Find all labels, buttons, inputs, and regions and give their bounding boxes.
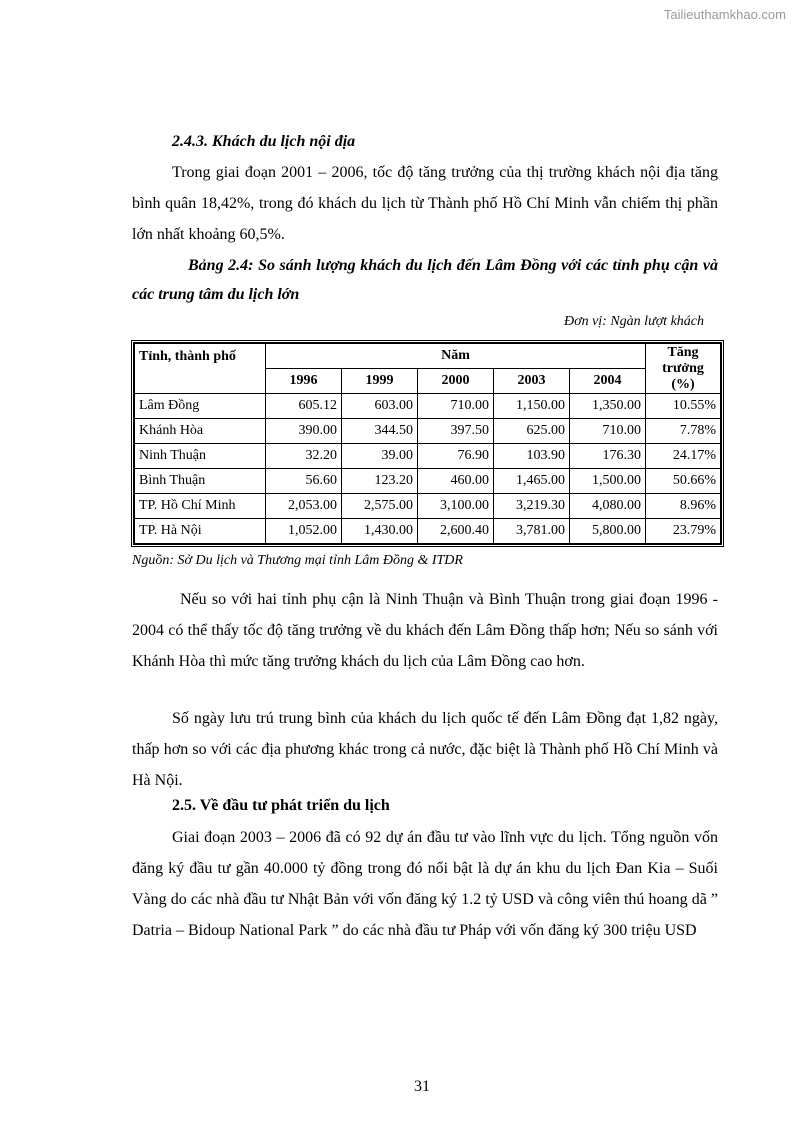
value-cell: 710.00 xyxy=(418,394,494,419)
province-cell: TP. Hà Nội xyxy=(135,519,266,544)
watermark: Tailieuthamkhao.com xyxy=(663,7,786,22)
section-heading-2-4-3: 2.4.3. Khách du lịch nội địa xyxy=(172,133,356,150)
growth-cell: 8.96% xyxy=(646,494,721,519)
table-row xyxy=(135,419,721,444)
value-cell: 1,052.00 xyxy=(266,519,342,544)
growth-cell: 23.79% xyxy=(646,519,721,544)
value-cell: 56.60 xyxy=(266,469,342,494)
value-cell: 1,500.00 xyxy=(570,469,646,494)
value-cell: 103.90 xyxy=(494,444,570,469)
paragraph-domestic-tourists: Trong giai đoạn 2001 – 2006, tốc độ tăng trưởng của thị trường khách nội địa tăng bình quân 18,42%, trong đó khách du lịch từ Thành phố Hồ Chí Minh vẫn chiếm thị phần lớn nhất khoảng 60,5%. xyxy=(132,164,718,243)
value-cell: 76.90 xyxy=(418,444,494,469)
value-cell: 625.00 xyxy=(494,419,570,444)
page-number: 31 xyxy=(414,1078,430,1095)
growth-cell: 50.66% xyxy=(646,469,721,494)
table-row xyxy=(135,494,721,519)
value-cell: 2,575.00 xyxy=(342,494,418,519)
value-cell: 39.00 xyxy=(342,444,418,469)
header-year-cell: 1996 xyxy=(266,369,342,394)
value-cell: 123.20 xyxy=(342,469,418,494)
comparison-table xyxy=(131,340,724,547)
header-province: Tỉnh, thành phố xyxy=(135,344,266,394)
table-unit: Đơn vị: Ngàn lượt khách xyxy=(564,314,704,329)
table-caption: Bảng 2.4: So sánh lượng khách du lịch đến Lâm Đồng với các tỉnh phụ cận và các trung tâm du lịch lớn xyxy=(132,257,718,303)
value-cell: 710.00 xyxy=(570,419,646,444)
table-source: Nguồn: Sở Du lịch và Thương mại tỉnh Lâm Đồng & ITDR xyxy=(132,553,463,568)
table-row xyxy=(135,394,721,419)
header-year-cell: 2004 xyxy=(570,369,646,394)
paragraph-investment: Giai đoạn 2003 – 2006 đã có 92 dự án đầu tư vào lĩnh vực du lịch. Tổng nguồn vốn đăng ký đầu tư gần 40.000 tỷ đồng trong đó nổi bật là dự án khu du lịch Đan Kia – Suối Vàng do các nhà đầu tư Nhật Bản với vốn đăng ký 1.2 tỷ USD và công viên thú hoang dã ” Datria – Bidoup National Park ” do các nhà đầu tư Pháp với vốn đăng ký 300 triệu USD xyxy=(132,829,718,939)
province-cell: Ninh Thuận xyxy=(135,444,266,469)
value-cell: 605.12 xyxy=(266,394,342,419)
value-cell: 4,080.00 xyxy=(570,494,646,519)
header-year: Năm xyxy=(266,344,646,369)
value-cell: 3,219.30 xyxy=(494,494,570,519)
header-year-cell: 2000 xyxy=(418,369,494,394)
value-cell: 344.50 xyxy=(342,419,418,444)
value-cell: 3,100.00 xyxy=(418,494,494,519)
value-cell: 1,465.00 xyxy=(494,469,570,494)
header-growth: Tăng trưởng (%) xyxy=(646,344,721,394)
comparison-table-grid xyxy=(134,343,721,544)
paragraph-stay-length: Số ngày lưu trú trung bình của khách du lịch quốc tế đến Lâm Đồng đạt 1,82 ngày, thấp hơn so với các địa phương khác trong cả nước, đặc biệt là Thành phố Hồ Chí Minh và Hà Nội. xyxy=(132,710,718,789)
value-cell: 2,053.00 xyxy=(266,494,342,519)
value-cell: 32.20 xyxy=(266,444,342,469)
value-cell: 1,350.00 xyxy=(570,394,646,419)
paragraph-comparison: Nếu so với hai tỉnh phụ cận là Ninh Thuận và Bình Thuận trong giai đoạn 1996 - 2004 có thể thấy tốc độ tăng trưởng về du khách đến Lâm Đồng thấp hơn; Nếu so sánh với Khánh Hòa thì mức tăng trưởng khách du lịch của Lâm Đồng cao hơn. xyxy=(132,591,718,670)
value-cell: 3,781.00 xyxy=(494,519,570,544)
table-row xyxy=(135,469,721,494)
table-row xyxy=(135,519,721,544)
province-cell: Khánh Hòa xyxy=(135,419,266,444)
value-cell: 390.00 xyxy=(266,419,342,444)
table-row xyxy=(135,444,721,469)
value-cell: 397.50 xyxy=(418,419,494,444)
value-cell: 460.00 xyxy=(418,469,494,494)
value-cell: 5,800.00 xyxy=(570,519,646,544)
province-cell: TP. Hồ Chí Minh xyxy=(135,494,266,519)
section-heading-2-5: 2.5. Về đầu tư phát triển du lịch xyxy=(172,797,390,814)
value-cell: 1,430.00 xyxy=(342,519,418,544)
header-year-cell: 1999 xyxy=(342,369,418,394)
value-cell: 1,150.00 xyxy=(494,394,570,419)
value-cell: 2,600.40 xyxy=(418,519,494,544)
value-cell: 603.00 xyxy=(342,394,418,419)
province-cell: Bình Thuận xyxy=(135,469,266,494)
growth-cell: 24.17% xyxy=(646,444,721,469)
header-year-cell: 2003 xyxy=(494,369,570,394)
growth-cell: 10.55% xyxy=(646,394,721,419)
growth-cell: 7.78% xyxy=(646,419,721,444)
value-cell: 176.30 xyxy=(570,444,646,469)
province-cell: Lâm Đồng xyxy=(135,394,266,419)
